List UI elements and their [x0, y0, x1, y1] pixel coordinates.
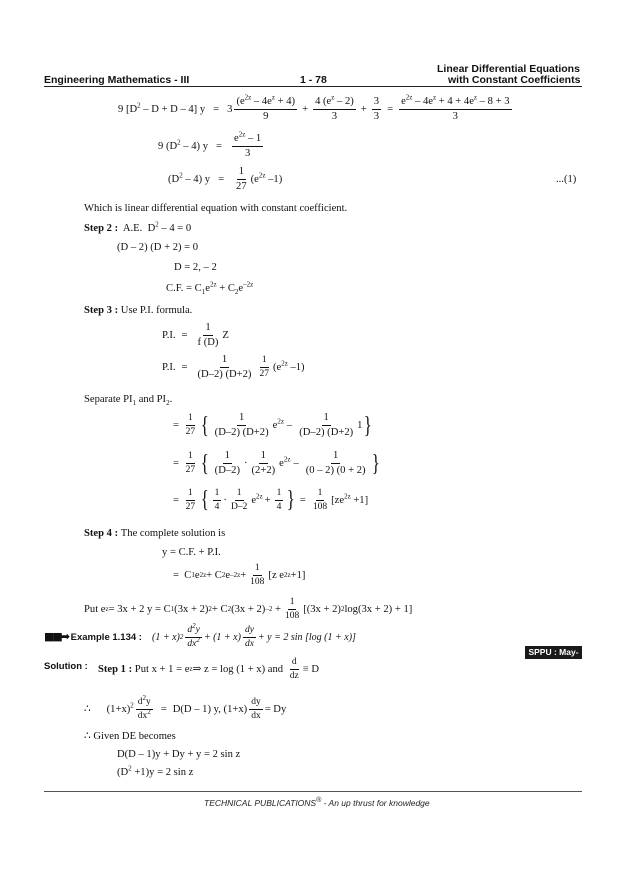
eq1-fraction-2: $\frac{4 (e^z - 2)}{3}$	[315, 93, 354, 123]
step-2-line: Step 2 : A.E. $D^2 - 4 = 0$	[84, 220, 192, 234]
step-4-line: Step 4 : The complete solution is	[84, 528, 226, 539]
eq2-lhs: 9 $(D^2 - 4)$ y	[158, 138, 208, 153]
solution-step-1: Step 1 : Put x + 1 = e z ⇒ z = log (1 + x) and $\frac{d}{dz}$ ≡ D	[98, 657, 319, 681]
cf-line: C.F. = $C_1e^{2z} + C_2e^{-2z}$	[166, 280, 254, 297]
plus: +	[360, 104, 367, 116]
header-rule	[44, 86, 582, 87]
eq1-fraction-rhs: $\frac{e^{2z} - 4e^z + 4 + 4e^z - 8 + 3}{3}$	[401, 93, 510, 123]
header-book-title: Engineering Mathematics - III	[44, 74, 190, 86]
eq3-equals: =	[218, 174, 225, 186]
equation-3	[168, 166, 282, 193]
de-line-1: D(D – 1)y + Dy + y = 2 sin z	[117, 749, 241, 760]
example-heading: ■■➡ Example 1.134 :	[44, 630, 142, 643]
plus: +	[302, 104, 309, 116]
eq2-fraction: $\frac{e^{2z} - 1}{3}$	[233, 130, 262, 160]
separate-step-1: = $\frac{1}{27}$ { $\frac{1}{(D-2) (D+2)}$ $e^{2z}$ – $\frac{1}{(D-2) (D+2)}$ 1 }	[173, 412, 373, 439]
pi-formula: P.I. = $\frac{1}{f (D)}$ Z	[162, 322, 229, 349]
footer-rule	[44, 791, 582, 792]
eq3-lhs: $(D^2 - 4)$ y	[168, 171, 211, 186]
pi-applied: P.I. = $\frac{1}{(D-2) (D+2)}$ $\frac{1}{27}$ ($e^{2z}$ –1)	[162, 354, 305, 381]
separate-step-2: = $\frac{1}{27}$ { $\frac{1}{(D-2)}$ · $\frac{1}{(2+2)}$ $e^{2z}$ – $\frac{1}{(0 - 2) (0 + 2)}$ }	[173, 450, 380, 477]
eq3-rhs: ($e^{2z}$ –1)	[250, 171, 283, 186]
eq2-equals: =	[216, 141, 222, 153]
eq1-fraction-3: $\frac{3}{3}$	[373, 96, 380, 123]
de-line-2: $(D^2 +1)y = 2$ sin z	[117, 764, 194, 778]
eq1-equals: =	[213, 104, 220, 116]
footer: TECHNICAL PUBLICATIONS® - An up thrust for knowledge	[204, 797, 430, 808]
factor-line: (D – 2) (D + 2) = 0	[117, 242, 199, 253]
arrow-icon: ■■➡	[44, 630, 69, 643]
sppu-badge: SPPU : May-16	[525, 646, 582, 659]
eq1-lhs: 9 $[D^2 - D + D - 4]$ y	[118, 101, 206, 116]
header-right-line2: with Constant Coefficients	[448, 74, 581, 86]
equation-1	[118, 93, 514, 123]
back-substitution: Put e z = 3x + 2 y = C 1 (3x + 2) 2 + C 2 (3x + 2) –2 + $\frac{1}{108}$ [(3x + 2) 2 log(3x + 2) + 1]	[84, 597, 413, 621]
separate-step-3: = $\frac{1}{27}$ { $\frac{1}{4}$ · $\frac{1}{D-2}$ $e^{2z}$ + $\frac{1}{4}$ } = $\frac{1}{108}$ $[ze^{2z} +1]$	[173, 487, 369, 514]
roots-line: D = 2, – 2	[174, 262, 217, 273]
operator-substitution: ∴ $(1+x)^2$ $\frac{d^2y}{dx^2}$ = D(D – 1) y, (1+x) $\frac{dy}{dx}$ = Dy	[84, 693, 287, 721]
given-de-line: ∴ Given DE becomes	[84, 731, 176, 742]
eq3-fraction: $\frac{1}{27}$	[236, 166, 247, 193]
header-page-number: 1 - 78	[300, 74, 327, 86]
equation-tag-1: ...(1)	[556, 174, 577, 185]
eq1-equals-2: =	[387, 104, 394, 116]
eq1-coef: 3	[227, 104, 233, 116]
eq1-fraction-1: $\frac{(e^{2z} - 4e^z + 4)}{9}$	[236, 93, 296, 123]
text-which: Which is linear differential equation with constant coefficient.	[84, 203, 348, 214]
complete-solution-line-2: = C 1 e 2z + C 2 e –2z + $\frac{1}{108}$ [z e 2z +1]	[173, 563, 306, 587]
complete-solution-line-1: y = C.F. + P.I.	[162, 547, 221, 558]
equation-2	[158, 130, 265, 160]
example-equation: (1 + x) 2 $\frac{d^2y}{dx^2}$ + (1 + x) $\frac{dy}{dx}$ + y = 2 sin [log (1 + x)]	[152, 621, 356, 649]
separate-line: Separate $PI_1$ and $PI_2$.	[84, 394, 173, 408]
solution-label: Solution :	[44, 661, 88, 672]
header-right-line1: Linear Differential Equations	[437, 63, 580, 75]
step-3-line: Step 3 : Use P.I. formula.	[84, 305, 193, 316]
